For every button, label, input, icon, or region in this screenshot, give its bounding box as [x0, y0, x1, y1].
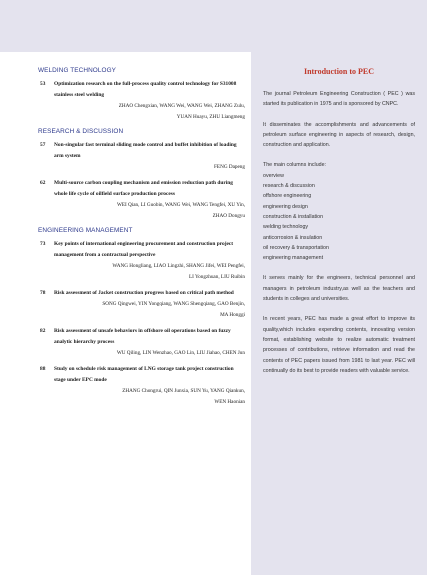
column-item: construction & installation [263, 213, 324, 220]
page-number: 82 [40, 328, 46, 334]
authors [40, 348, 245, 359]
authors [40, 261, 245, 283]
intro-paragraph: It serves mainly for the engineers, technical personnel and managers in petroleum industry,as well as the teachers and students in colleges and universities. [263, 275, 415, 303]
author-line: ZHANG Chongrui, QIN Junxia, SUN Yu, YANG Qiankun, [122, 388, 245, 394]
intro-title: Introduction to PEC [303, 67, 375, 76]
entry-title [40, 140, 245, 162]
author-line: FENG Dapeng [214, 164, 245, 170]
contents-section [40, 227, 245, 408]
contents-entry[interactable] [40, 79, 245, 123]
contents-entry[interactable] [40, 326, 245, 359]
article-title: Multi-source carbon coupling mechanism and emission reduction path during whole life cycle of oilfield surface production process [54, 180, 233, 197]
article-title: Optimization research on the full-process quality control technology for S31008 stainless steel welding [54, 81, 237, 98]
contents-entry[interactable] [40, 239, 245, 283]
author-line: WEI Qian, LI Guobin, WANG Wei, WANG Tengfei, XU Yin, [116, 202, 245, 208]
contents-section [40, 128, 245, 222]
authors [40, 299, 245, 321]
article-title: Risk assessment of unsafe behaviors in offshore oil operations based on fuzzy analytic hierarchy process [54, 328, 231, 345]
page-number: 73 [40, 241, 46, 247]
contents-entry[interactable] [40, 364, 245, 408]
intro-paragraph: It disseminates the accomplishments and advancements of petroleum surface engineering in aspects of research, design, construction and application. [263, 121, 415, 149]
article-title: Key points of international engineering procurement and construction project management from a contractual perspective [54, 241, 234, 258]
authors [40, 200, 245, 222]
column-item: overview [263, 172, 284, 179]
intro-paragraph: In recent years, PEC has made a great effort to improve its quality,which includes expending contents, innovating version format, establishing website to realize automatic treatment processes of contributions, retrieve information and read the contents of PEC papers issued from 1981 to last year. PEC will continually do its best to provide readers with valuable service. [263, 316, 415, 374]
entry-title [40, 178, 245, 200]
section-heading: ENGINEERING MANAGEMENT [38, 227, 133, 234]
column-item: oil recovery & transportation [263, 244, 329, 251]
author-line: YUAN Huayu, ZHU Liangmeng [176, 114, 245, 120]
section-heading: WELDING TECHNOLOGY [38, 67, 117, 74]
article-title: Non-singular fast terminal sliding mode control and buffet inhibition of loading arm system [54, 142, 237, 159]
entry-title [40, 288, 245, 299]
page-number: 53 [40, 81, 46, 87]
contents-column [40, 67, 245, 413]
column-item: welding technology [263, 224, 309, 231]
entry-title [40, 239, 245, 261]
columns-intro: The main columns include: [263, 162, 327, 169]
author-line: WU Qiling, LIN Wenzhao, GAO Lin, LIU Jiahao, CHEN Jun [116, 350, 245, 356]
authors [40, 162, 245, 173]
entry-title [40, 326, 245, 348]
author-line: MA Honggi [220, 312, 245, 318]
author-line: ZHAO Dongyu [212, 213, 245, 219]
page-number: 57 [40, 142, 46, 148]
entry-title [40, 79, 245, 101]
contents-entry[interactable] [40, 140, 245, 173]
contents-entry[interactable] [40, 288, 245, 321]
intro-paragraph: The journal Petroleum Engineering Construction ( PEC ) was started its publication in 1975 and is sponsored by CNPC. [263, 91, 415, 108]
author-line: WANG Hongliang, LIAO Lingzhi, SHANG Jifei, WEI Pengfei, [112, 263, 245, 269]
column-item: offshore engineering [263, 193, 312, 200]
column-item: engineering management [263, 255, 324, 262]
entry-title [40, 364, 245, 386]
section-heading: RESEARCH & DISCUSSION [38, 128, 124, 135]
author-line: SONG Qingwei, YIN Yongqiang, WANG Shengqiang, GAO Benjin, [102, 301, 245, 307]
contents-entry[interactable] [40, 178, 245, 222]
intro-column [263, 67, 415, 376]
columns-list [263, 171, 415, 264]
column-item: research & discussion [263, 183, 315, 190]
author-line: ZHAO Chengxian, WANG Wei, WANG Wei, ZHANG Zulu, [118, 103, 245, 109]
column-item: anticorrosion & insulation [263, 234, 323, 241]
authors [40, 101, 245, 123]
contents-section [40, 67, 245, 123]
page-number: 62 [40, 180, 46, 186]
page-number: 88 [40, 366, 46, 372]
author-line: LI Yongzhuan, LIU Ruibin [188, 274, 245, 280]
authors [40, 386, 245, 408]
article-title: Risk assessment of Jacket construction progress based on critical path method [54, 290, 234, 296]
article-title: Study on schedule risk management of LNG storage tank project construction stage under EPC mode [54, 366, 234, 383]
page-number: 78 [40, 290, 46, 296]
top-band [0, 0, 427, 52]
column-item: engineering design [263, 203, 308, 210]
author-line: WEN Haonian [214, 399, 245, 405]
